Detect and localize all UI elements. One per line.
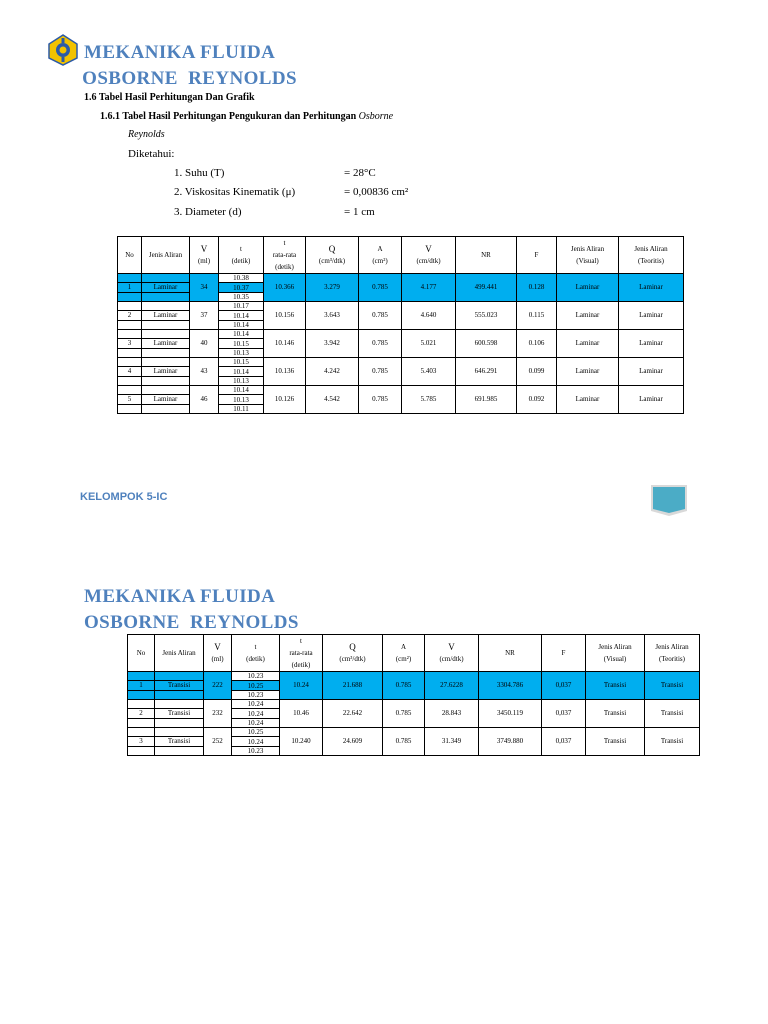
given-item-value: = 0,00836 cm²	[344, 186, 409, 198]
results-table-laminar	[117, 236, 684, 414]
cell-f: 0,037	[542, 728, 586, 756]
cell-time: 10.25	[232, 728, 280, 737]
logo	[48, 34, 78, 66]
cell-empty	[118, 386, 142, 395]
cell-empty	[142, 349, 190, 358]
cell-a: 0.785	[359, 274, 402, 302]
cell-jenis: Laminar	[142, 311, 190, 321]
cell-empty	[118, 274, 142, 283]
cell-time-avg: 10.366	[264, 274, 306, 302]
cell-time: 10.14	[219, 386, 264, 395]
cell-nr: 3304.786	[479, 672, 542, 700]
given-item-label: 3. Diameter (d)	[174, 206, 242, 218]
given-item-label: 2. Viskositas Kinematik (μ)	[174, 186, 296, 198]
cell-empty	[128, 672, 155, 681]
cell-jenis-teori: Transisi	[645, 728, 700, 756]
cell-nr: 3749.880	[479, 728, 542, 756]
cell-no: 4	[118, 367, 142, 377]
cell-time: 10.23	[232, 672, 280, 681]
cell-f: 0,037	[542, 700, 586, 728]
cell-time: 10.24	[232, 700, 280, 709]
cell-f: 0.128	[517, 274, 557, 302]
col-header-velocity: V (cm/dtk)	[425, 635, 479, 672]
cell-empty	[142, 302, 190, 311]
col-header-time-avg: t rata-rata (detik)	[264, 237, 306, 274]
cell-time: 10.15	[219, 339, 264, 349]
cell-empty	[128, 728, 155, 737]
subsection-heading	[100, 111, 393, 122]
cell-nr: 600.598	[456, 330, 517, 358]
cell-jenis: Transisi	[155, 681, 204, 691]
cell-nr: 499.441	[456, 274, 517, 302]
cell-time-avg: 10.146	[264, 330, 306, 358]
cell-time: 10.14	[219, 330, 264, 339]
cell-jenis-visual: Transisi	[586, 672, 645, 700]
cell-a: 0.785	[383, 728, 425, 756]
col-header-jenis: Jenis Aliran	[155, 635, 204, 672]
subsection-heading-cont: Reynolds	[128, 129, 165, 140]
cell-empty	[155, 691, 204, 700]
cell-empty	[128, 700, 155, 709]
subsection-heading-text: 1.6.1 Tabel Hasil Perhitungan Pengukuran dan Perhitungan	[100, 111, 359, 122]
cell-f: 0.115	[517, 302, 557, 330]
cell-velocity: 27.6228	[425, 672, 479, 700]
cell-empty	[118, 302, 142, 311]
col-header-teori: Jenis Aliran (Teoritis)	[645, 635, 700, 672]
table-header-row	[128, 635, 700, 672]
cell-empty	[142, 274, 190, 283]
col-header-no: No	[128, 635, 155, 672]
cell-time-avg: 10.126	[264, 386, 306, 414]
cell-empty	[155, 719, 204, 728]
kelompok-label: KELOMPOK 5-IC	[80, 491, 168, 503]
cell-f: 0.092	[517, 386, 557, 414]
col-header-time: t (detik)	[232, 635, 280, 672]
cell-velocity: 4.177	[402, 274, 456, 302]
cell-empty	[155, 728, 204, 737]
cell-a: 0.785	[359, 386, 402, 414]
cell-volume: 43	[190, 358, 219, 386]
cell-jenis-visual: Laminar	[557, 358, 619, 386]
col-header-time-avg: t rata-rata (detik)	[280, 635, 323, 672]
col-header-time: t (detik)	[219, 237, 264, 274]
cell-volume: 34	[190, 274, 219, 302]
page-title: MEKANIKA FLUIDA	[84, 42, 276, 63]
given-item-label: 1. Suhu (T)	[174, 167, 225, 179]
cell-q: 21.688	[323, 672, 383, 700]
cell-time: 10.37	[219, 283, 264, 293]
cell-jenis: Laminar	[142, 395, 190, 405]
cell-jenis-teori: Transisi	[645, 700, 700, 728]
cell-time: 10.25	[232, 681, 280, 691]
cell-time-avg: 10.46	[280, 700, 323, 728]
cell-jenis: Laminar	[142, 283, 190, 293]
col-header-no: No	[118, 237, 142, 274]
col-header-velocity: V (cm/dtk)	[402, 237, 456, 274]
cell-time: 10.14	[219, 311, 264, 321]
cell-time: 10.13	[219, 377, 264, 386]
cell-empty	[155, 700, 204, 709]
cell-q: 4.542	[306, 386, 359, 414]
given-item-value: = 1 cm	[344, 206, 375, 218]
cell-jenis-visual: Laminar	[557, 330, 619, 358]
cell-q: 3.279	[306, 274, 359, 302]
cell-empty	[118, 330, 142, 339]
cell-empty	[128, 691, 155, 700]
cell-no: 2	[118, 311, 142, 321]
page-corner-icon	[650, 481, 688, 517]
col-header-volume: V (ml)	[190, 237, 219, 274]
results-table-transisi	[127, 634, 700, 756]
cell-a: 0.785	[359, 330, 402, 358]
cell-f: 0,037	[542, 672, 586, 700]
cell-empty	[142, 321, 190, 330]
cell-empty	[155, 747, 204, 756]
cell-no: 1	[128, 681, 155, 691]
cell-time: 10.35	[219, 293, 264, 302]
col-header-a: A (cm²)	[383, 635, 425, 672]
cell-jenis: Transisi	[155, 709, 204, 719]
cell-time: 10.23	[232, 747, 280, 756]
col-header-f: F	[517, 237, 557, 274]
cell-empty	[128, 719, 155, 728]
cell-velocity: 5.785	[402, 386, 456, 414]
subsection-heading-italic: Osborne	[358, 111, 394, 122]
cell-nr: 555.023	[456, 302, 517, 330]
cell-no: 3	[128, 737, 155, 747]
cell-time-avg: 10.24	[280, 672, 323, 700]
cell-q: 3.643	[306, 302, 359, 330]
cell-jenis-teori: Laminar	[619, 330, 684, 358]
table-subrow	[128, 700, 700, 709]
page-subtitle: OSBORNE REYNOLDS	[77, 68, 297, 89]
cell-time: 10.13	[219, 395, 264, 405]
cell-velocity: 5.403	[402, 358, 456, 386]
cell-empty	[118, 349, 142, 358]
cell-a: 0.785	[359, 302, 402, 330]
table-subrow	[128, 672, 700, 681]
col-header-nr: NR	[479, 635, 542, 672]
cell-empty	[128, 747, 155, 756]
table-subrow	[118, 274, 684, 283]
cell-empty	[142, 386, 190, 395]
cell-empty	[118, 377, 142, 386]
table-subrow	[118, 330, 684, 339]
cell-empty	[142, 330, 190, 339]
cell-no: 2	[128, 709, 155, 719]
cell-velocity: 5.021	[402, 330, 456, 358]
cell-a: 0.785	[359, 358, 402, 386]
cell-jenis-visual: Laminar	[557, 386, 619, 414]
given-item-value: = 28°C	[344, 167, 376, 179]
cell-time: 10.15	[219, 358, 264, 367]
cell-jenis: Laminar	[142, 367, 190, 377]
cell-time: 10.38	[219, 274, 264, 283]
cell-f: 0.099	[517, 358, 557, 386]
cell-nr: 3450.119	[479, 700, 542, 728]
cell-jenis-teori: Laminar	[619, 358, 684, 386]
cell-time: 10.14	[219, 367, 264, 377]
col-header-visual: Jenis Aliran (Visual)	[557, 237, 619, 274]
cell-jenis-teori: Laminar	[619, 274, 684, 302]
cell-f: 0.106	[517, 330, 557, 358]
col-header-visual: Jenis Aliran (Visual)	[586, 635, 645, 672]
col-header-q: Q (cm³/dtk)	[323, 635, 383, 672]
cell-volume: 40	[190, 330, 219, 358]
col-header-nr: NR	[456, 237, 517, 274]
cell-velocity: 31.349	[425, 728, 479, 756]
cell-velocity: 28.843	[425, 700, 479, 728]
cell-time: 10.23	[232, 691, 280, 700]
cell-a: 0.785	[383, 700, 425, 728]
cell-empty	[142, 358, 190, 367]
cell-time: 10.13	[219, 349, 264, 358]
table-subrow	[118, 386, 684, 395]
page2-subtitle: OSBORNE REYNOLDS	[84, 612, 299, 633]
cell-time-avg: 10.136	[264, 358, 306, 386]
col-header-volume: V (ml)	[204, 635, 232, 672]
cell-time: 10.11	[219, 405, 264, 414]
col-header-q: Q (cm³/dtk)	[306, 237, 359, 274]
cell-time-avg: 10.156	[264, 302, 306, 330]
cell-nr: 646.291	[456, 358, 517, 386]
cell-empty	[118, 321, 142, 330]
col-header-jenis: Jenis Aliran	[142, 237, 190, 274]
cell-q: 24.609	[323, 728, 383, 756]
cell-jenis: Transisi	[155, 737, 204, 747]
cell-jenis-visual: Transisi	[586, 700, 645, 728]
cell-time-avg: 10.240	[280, 728, 323, 756]
table-header-row	[118, 237, 684, 274]
cell-empty	[118, 405, 142, 414]
cell-jenis-teori: Transisi	[645, 672, 700, 700]
cell-time: 10.17	[219, 302, 264, 311]
cell-volume: 46	[190, 386, 219, 414]
cell-jenis-visual: Transisi	[586, 728, 645, 756]
cell-time: 10.14	[219, 321, 264, 330]
cell-volume: 222	[204, 672, 232, 700]
cell-jenis: Laminar	[142, 339, 190, 349]
cell-empty	[155, 672, 204, 681]
cell-time: 10.24	[232, 719, 280, 728]
cell-jenis-visual: Laminar	[557, 274, 619, 302]
cell-volume: 232	[204, 700, 232, 728]
section-heading: 1.6 Tabel Hasil Perhitungan Dan Grafik	[84, 92, 255, 103]
cell-jenis-teori: Laminar	[619, 386, 684, 414]
cell-time: 10.24	[232, 709, 280, 719]
cell-empty	[142, 377, 190, 386]
table-subrow	[128, 728, 700, 737]
col-header-f: F	[542, 635, 586, 672]
cell-empty	[142, 405, 190, 414]
cell-empty	[118, 293, 142, 302]
university-emblem-icon	[48, 34, 78, 66]
cell-q: 3.942	[306, 330, 359, 358]
page2-title: MEKANIKA FLUIDA	[84, 586, 276, 607]
cell-no: 3	[118, 339, 142, 349]
cell-nr: 691.985	[456, 386, 517, 414]
table-subrow	[118, 302, 684, 311]
cell-no: 5	[118, 395, 142, 405]
cell-no: 1	[118, 283, 142, 293]
cell-volume: 37	[190, 302, 219, 330]
cell-q: 4.242	[306, 358, 359, 386]
cell-volume: 252	[204, 728, 232, 756]
cell-empty	[118, 358, 142, 367]
diketahui-label: Diketahui:	[128, 148, 175, 160]
cell-time: 10.24	[232, 737, 280, 747]
col-header-a: A (cm²)	[359, 237, 402, 274]
cell-velocity: 4.640	[402, 302, 456, 330]
cell-empty	[142, 293, 190, 302]
table-subrow	[118, 358, 684, 367]
cell-jenis-teori: Laminar	[619, 302, 684, 330]
cell-a: 0.785	[383, 672, 425, 700]
cell-jenis-visual: Laminar	[557, 302, 619, 330]
cell-q: 22.642	[323, 700, 383, 728]
col-header-teori: Jenis Aliran (Teoritis)	[619, 237, 684, 274]
